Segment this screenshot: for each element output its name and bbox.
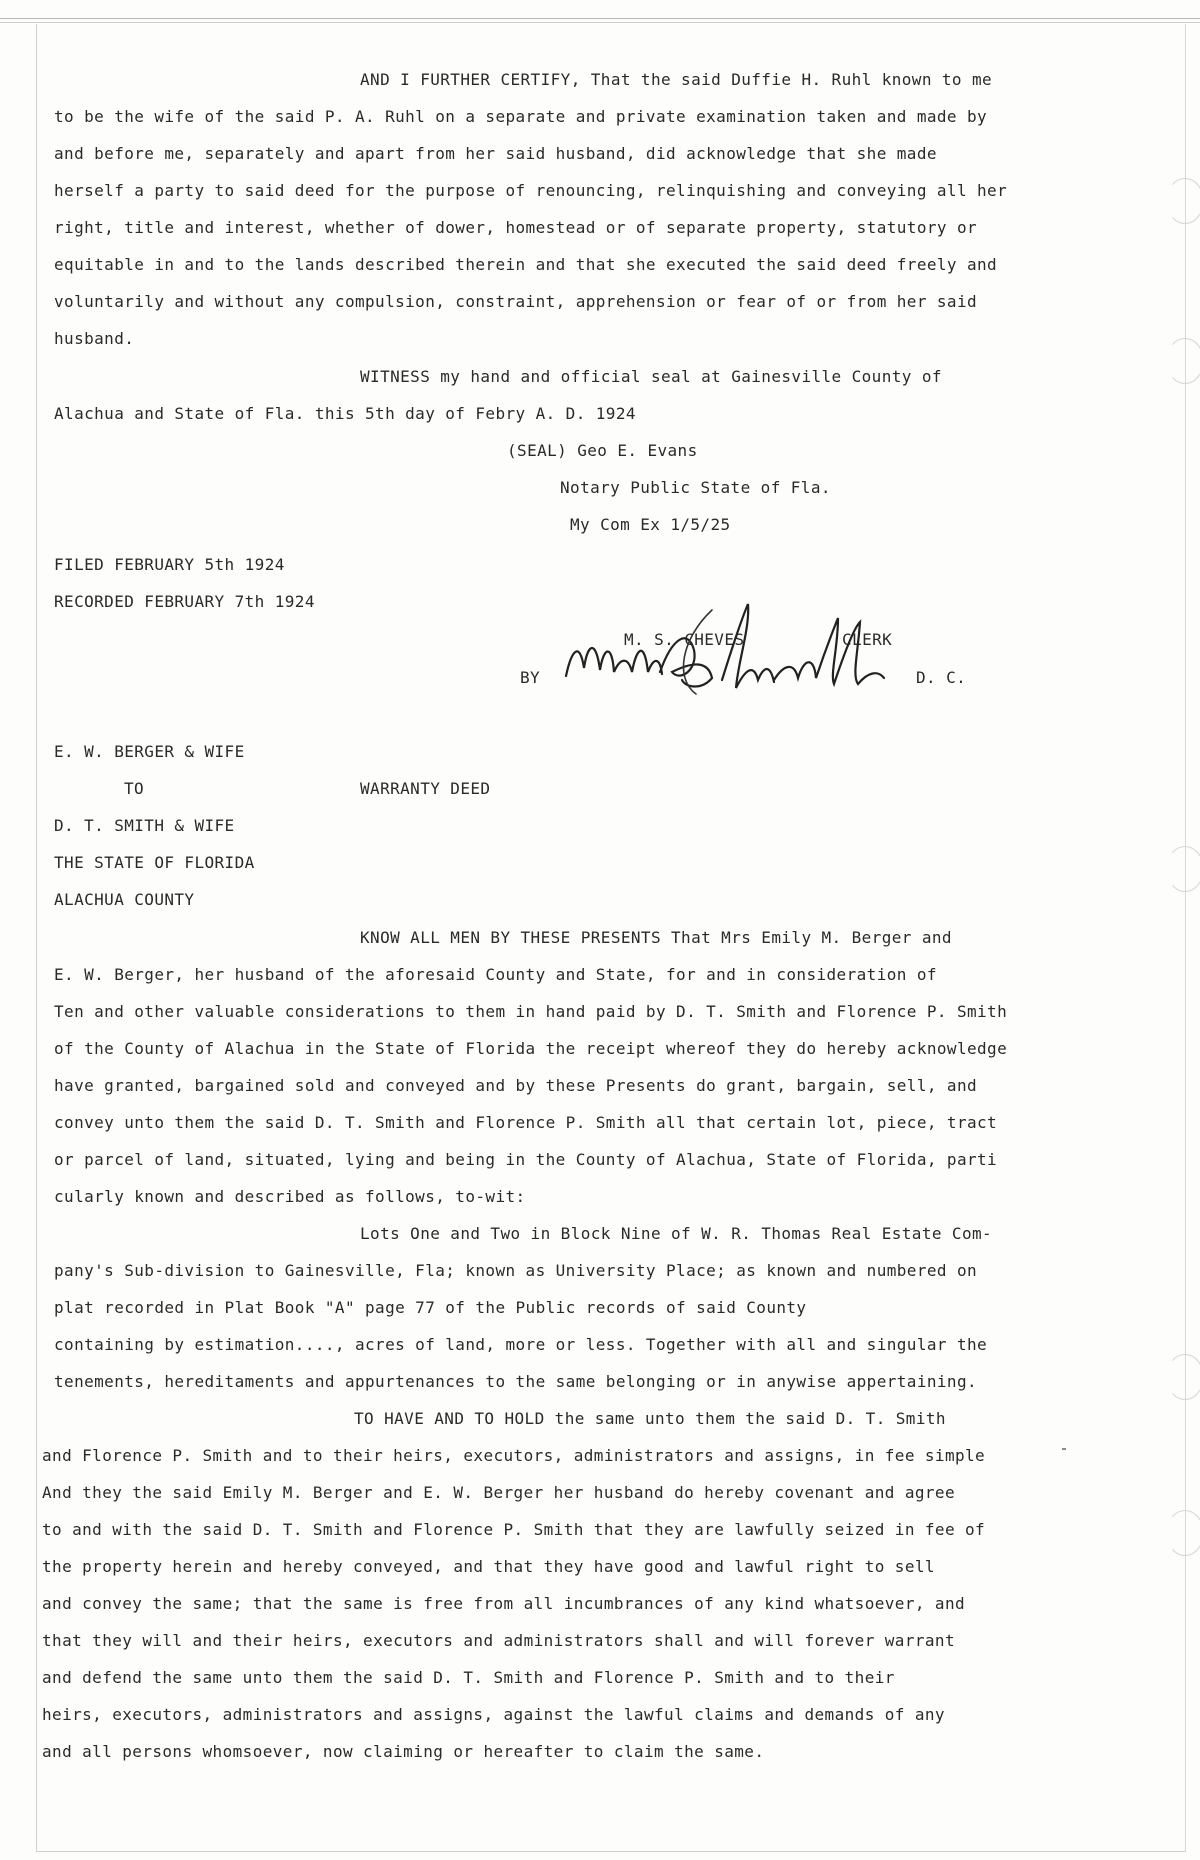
deed-line: or parcel of land, situated, lying and being in the County of Alachua, State of Florida, parti xyxy=(54,1150,998,1169)
recorded-date: RECORDED FEBRUARY 7th 1924 xyxy=(54,592,315,611)
description-line: tenements, hereditaments and appurtenances to the same belonging or in anywise appertaining. xyxy=(54,1372,978,1391)
deed-line: KNOW ALL MEN BY THESE PRESENTS That Mrs Emily M. Berger and xyxy=(360,928,952,947)
notary-commission: My Com Ex 1/5/25 xyxy=(570,515,731,534)
clerk-title: CLERK xyxy=(842,630,893,649)
county-heading: ALACHUA COUNTY xyxy=(54,890,195,909)
habendum-line: and defend the same unto them the said D. T. Smith and Florence P. Smith and to their xyxy=(42,1668,895,1687)
punch-hole-mark xyxy=(1166,338,1200,384)
witness-line: WITNESS my hand and official seal at Gainesville County of xyxy=(360,367,942,386)
habendum-line: heirs, executors, administrators and assigns, against the lawful claims and demands of any xyxy=(42,1705,945,1724)
habendum-line: TO HAVE AND TO HOLD the same unto them the said D. T. Smith xyxy=(354,1409,946,1428)
certificate-line: right, title and interest, whether of dower, homestead or of separate property, statutory or xyxy=(54,218,978,237)
deed-line: Ten and other valuable considerations to them in hand paid by D. T. Smith and Florence P. Smith xyxy=(54,1002,1008,1021)
grantor-heading: E. W. BERGER & WIFE xyxy=(54,742,245,761)
punch-hole-mark xyxy=(1166,178,1200,224)
handwritten-signature xyxy=(562,598,906,708)
certificate-line: husband. xyxy=(54,329,135,348)
deed-line: of the County of Alachua in the State of Florida the receipt whereof they do hereby acknowledge xyxy=(54,1039,1008,1058)
witness-line: Alachua and State of Fla. this 5th day of Febry A. D. 1924 xyxy=(54,404,636,423)
certificate-line: and before me, separately and apart from her said husband, did acknowledge that she made xyxy=(54,144,937,163)
right-margin-rule xyxy=(1185,24,1186,1852)
deed-line: E. W. Berger, her husband of the aforesaid County and State, for and in consideration of xyxy=(54,965,937,984)
certificate-line: AND I FURTHER CERTIFY, That the said Duffie H. Ruhl known to me xyxy=(360,70,993,89)
instrument-title: WARRANTY DEED xyxy=(360,779,491,798)
description-line: pany's Sub-division to Gainesville, Fla; known as University Place; as known and numbered on xyxy=(54,1261,978,1280)
habendum-line: and convey the same; that the same is free from all incumbrances of any kind whatsoever, and xyxy=(42,1594,966,1613)
filed-date: FILED FEBRUARY 5th 1924 xyxy=(54,555,285,574)
notary-seal-name: (SEAL) Geo E. Evans xyxy=(507,441,698,460)
state-heading: THE STATE OF FLORIDA xyxy=(54,853,255,872)
habendum-line: and all persons whomsoever, now claiming or hereafter to claim the same. xyxy=(42,1742,765,1761)
habendum-line: to and with the said D. T. Smith and Florence P. Smith that they are lawfully seized in fee of xyxy=(42,1520,986,1539)
description-line: containing by estimation...., acres of land, more or less. Together with all and singular the xyxy=(54,1335,988,1354)
certificate-line: equitable in and to the lands described therein and that she executed the said deed freely and xyxy=(54,255,998,274)
deed-line: convey unto them the said D. T. Smith and Florence P. Smith all that certain lot, piece, tract xyxy=(54,1113,998,1132)
to-heading: TO xyxy=(124,779,145,798)
punch-hole-mark xyxy=(1166,1510,1200,1556)
bottom-margin-rule xyxy=(36,1851,1186,1852)
description-line: Lots One and Two in Block Nine of W. R. Thomas Real Estate Com- xyxy=(360,1224,993,1243)
deed-line: have granted, bargained sold and conveyed and by these Presents do grant, bargain, sell, and xyxy=(54,1076,978,1095)
habendum-line: that they will and their heirs, executors and administrators shall and will forever warrant xyxy=(42,1631,955,1650)
certificate-line: herself a party to said deed for the purpose of renouncing, relinquishing and conveying all her xyxy=(54,181,1008,200)
certificate-line: voluntarily and without any compulsion, constraint, apprehension or fear of or from her said xyxy=(54,292,978,311)
habendum-line: the property herein and hereby conveyed, and that they have good and lawful right to sell xyxy=(42,1557,935,1576)
certificate-line: to be the wife of the said P. A. Ruhl on a separate and private examination taken and made by xyxy=(54,107,988,126)
punch-hole-mark xyxy=(1166,846,1200,892)
by-label: BY xyxy=(520,668,541,687)
margin-dash xyxy=(1062,1448,1066,1450)
deed-line: cularly known and described as follows, to-wit: xyxy=(54,1187,526,1206)
grantee-heading: D. T. SMITH & WIFE xyxy=(54,816,235,835)
clerk-name: M. S. CHEVES xyxy=(624,630,745,649)
top-rule xyxy=(0,18,1200,19)
notary-title: Notary Public State of Fla. xyxy=(560,478,831,497)
left-margin-rule xyxy=(36,24,37,1852)
habendum-line: and Florence P. Smith and to their heirs, executors, administrators and assigns, in fee simple xyxy=(42,1446,986,1465)
punch-hole-mark xyxy=(1166,1354,1200,1400)
deputy-clerk-label: D. C. xyxy=(916,668,967,687)
habendum-line: And they the said Emily M. Berger and E. W. Berger her husband do hereby covenant and agree xyxy=(42,1483,955,1502)
description-line: plat recorded in Plat Book "A" page 77 of the Public records of said County xyxy=(54,1298,807,1317)
top-rule-inner xyxy=(0,22,1200,23)
